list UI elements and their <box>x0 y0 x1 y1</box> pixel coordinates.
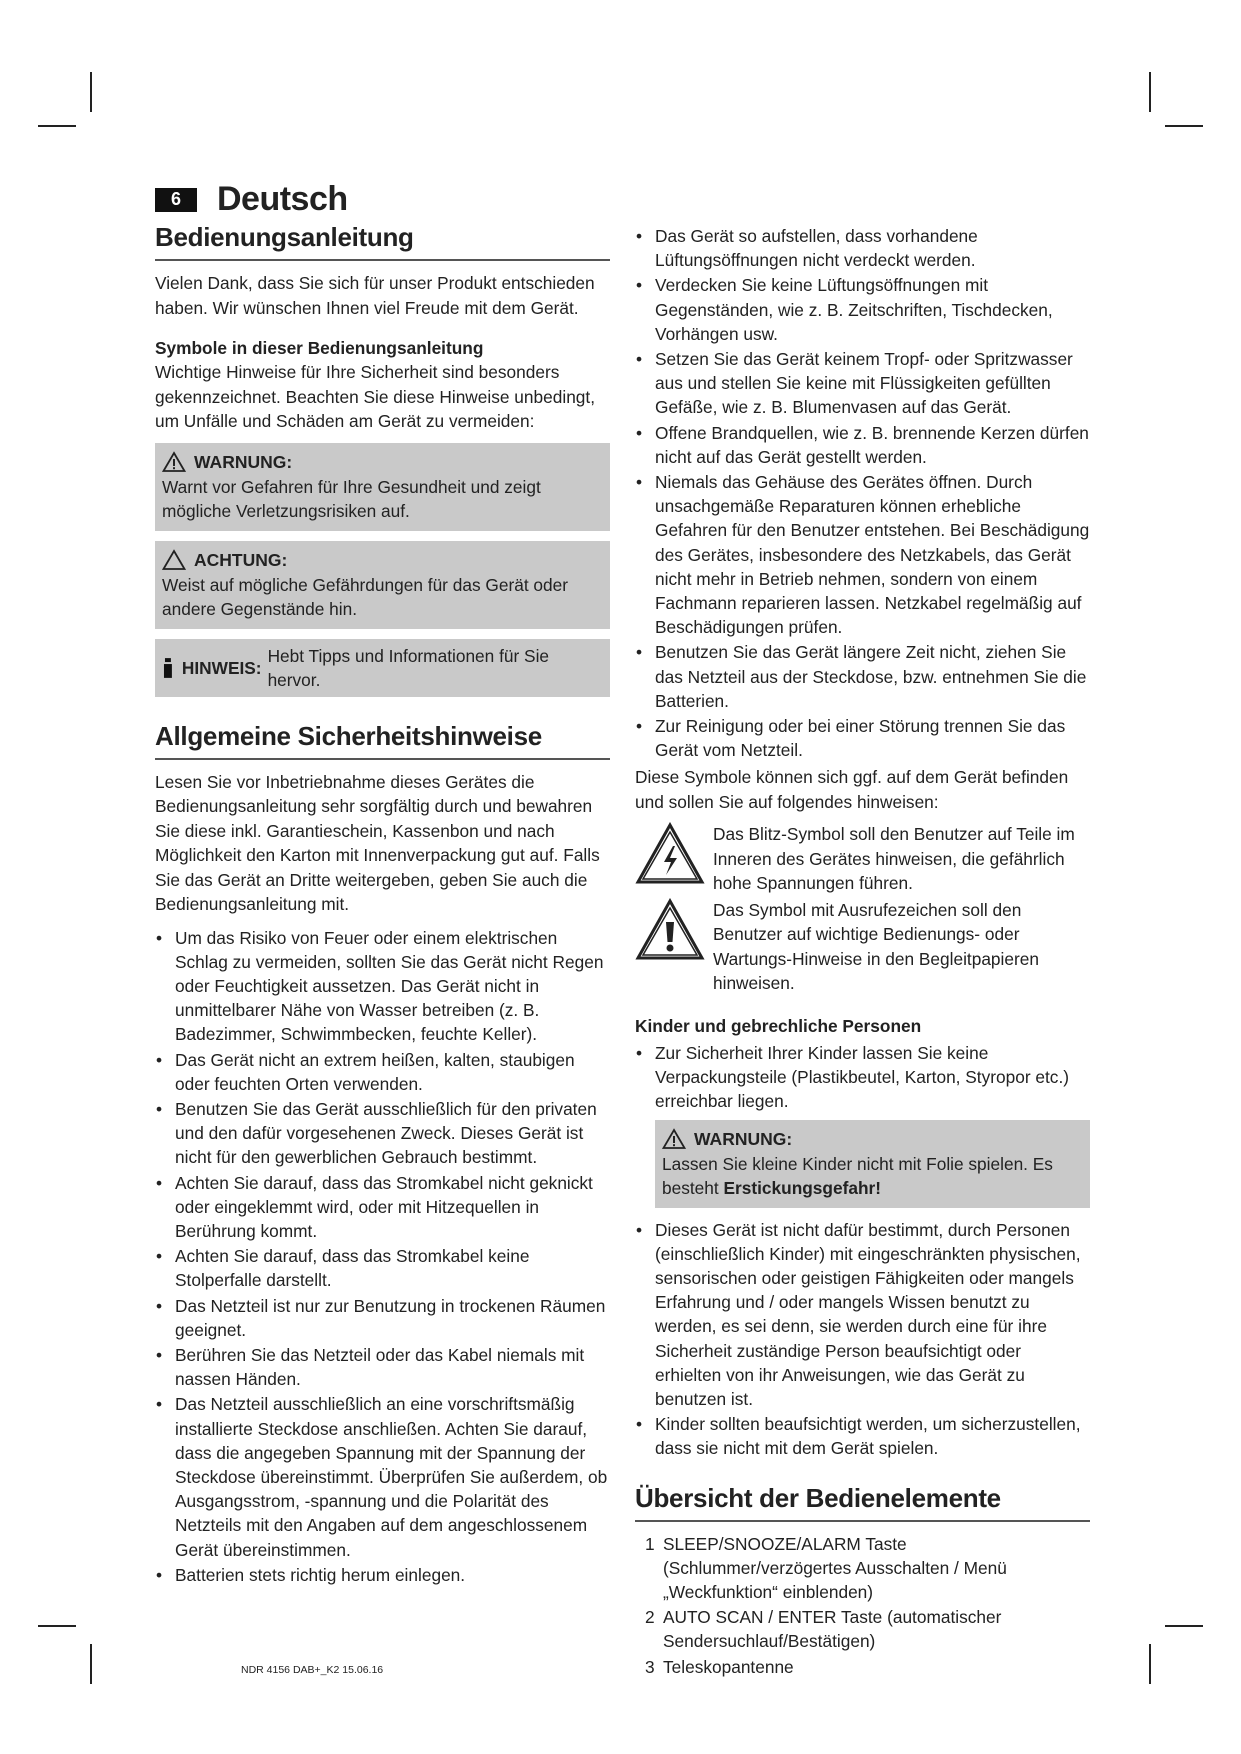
list-item: • Offene Brandquellen, wie z. B. brennende Kerzen dürfen nicht auf das Gerät gestellt werden. <box>636 422 1089 467</box>
crop-mark <box>38 1625 76 1627</box>
list-item: • Das Gerät nicht an extrem heißen, kalten, staubigen oder feuchten Orten verwenden. <box>156 1049 575 1094</box>
children-list <box>635 1041 1090 1114</box>
page-header <box>155 180 348 219</box>
symbols-heading: Symbole in dieser Bedienungsanleitung <box>155 338 484 358</box>
list-item: • Zur Reinigung oder bei einer Störung trennen Sie das Gerät vom Netzteil. <box>636 716 1066 761</box>
caution-triangle-icon <box>162 549 186 571</box>
crop-mark <box>38 125 76 127</box>
right-column <box>635 224 1090 1680</box>
list-item: • Dieses Gerät ist nicht dafür bestimmt, durch Personen (einschließlich Kinder) mit eingeschränkten physischen, sensorischen oder geistigen Fähigkeiten oder mangels Erfahrung und / oder mangels Wissen benutzt zu werden, es sei denn, sie werden durch eine für ihre Sicherheit zuständige Person beaufsichtigt oder erhielten von ihr Anweisungen, wie das Gerät zu benutzen ist. <box>636 1219 1081 1409</box>
warning-triangle-icon <box>162 451 186 473</box>
children-warning-box <box>655 1120 1090 1208</box>
children-warning-bold: Erstickungsgefahr! <box>723 1177 881 1198</box>
exclamation-warning-icon <box>635 898 705 962</box>
language-title: Deutsch <box>217 180 348 218</box>
safety-heading: Allgemeine Sicherheitshinweise <box>155 721 610 760</box>
lightning-warning-icon <box>635 822 705 886</box>
safety-list-continued <box>635 224 1090 762</box>
warning-triangle-icon <box>662 1128 686 1150</box>
lightning-symbol-row <box>635 822 1090 896</box>
list-item: • Um das Risiko von Feuer oder einem elektrischen Schlag zu vermeiden, sollten Sie das Gerät nicht Regen oder Feuchtigkeit aussetzen. Das Gerät nicht in unmittelbarer Nähe von Wasser betreiben (z. B. Badezimmer, Schwimmbecken, feuchte Keller). <box>156 927 604 1045</box>
list-item: • Benutzen Sie das Gerät ausschließlich für den privaten und den dafür vorgesehenen Zweck. Dieses Gerät ist nicht für den gewerblichen Gebrauch bestimmt. <box>156 1098 597 1168</box>
list-item: • Berühren Sie das Netzteil oder das Kabel niemals mit nassen Händen. <box>156 1344 585 1390</box>
children-list-continued <box>635 1218 1090 1461</box>
crop-mark <box>1165 1625 1203 1627</box>
caution-text: Weist auf mögliche Gefährdungen für das Gerät oder andere Gegenstände hin. <box>162 574 569 619</box>
list-item: • Das Netzteil ausschließlich an eine vorschriftsmäßig installierte Steckdose anschließen. Achten Sie darauf, dass die angegeben Spannung mit der Spannung der Steckdose übereinstimmt. Überprüfen Sie außerdem, ob Ausgangsstrom, -spannung und die Polarität des Netzteils mit den Angaben auf dem angeschlossenem Gerät übereinstimmen. <box>156 1394 608 1560</box>
list-item: • Zur Sicherheit Ihrer Kinder lassen Sie keine Verpackungsteile (Plastikbeutel, Karton, Styropor etc.) erreichbar liegen. <box>636 1042 1069 1112</box>
page-number: 6 <box>155 188 197 212</box>
children-heading: Kinder und gebrechliche Personen <box>635 1015 922 1036</box>
note-text: Hebt Tipps und Informationen für Sie hervor. <box>267 645 550 690</box>
controls-heading: Übersicht der Bedienelemente <box>635 1483 1090 1522</box>
exclamation-text: Das Symbol mit Ausrufezeichen soll den Benutzer auf wichtige Bedienungs- oder Wartungs-Hinweise in den Begleitpapieren hinweisen. <box>713 899 1039 994</box>
lightning-text: Das Blitz-Symbol soll den Benutzer auf Teile im Inneren des Gerätes hinweisen, die gefährlich hohe Spannungen führen. <box>713 824 1075 894</box>
warning-label: WARNUNG: <box>194 451 293 472</box>
info-icon <box>162 657 174 679</box>
exclamation-symbol-row <box>635 898 1090 996</box>
intro-text: Vielen Dank, dass Sie sich für unser Produkt entschieden haben. Wir wünschen Ihnen viel Freude mit dem Gerät. <box>155 273 595 318</box>
note-label: HINWEIS: <box>181 657 262 678</box>
list-item: • Achten Sie darauf, dass das Stromkabel keine Stolperfalle darstellt. <box>156 1246 530 1291</box>
crop-mark <box>1165 125 1203 127</box>
list-item: • Batterien stets richtig herum einlegen. <box>156 1564 466 1585</box>
children-warning-text: Lassen Sie kleine Kinder nicht mit Folie spielen. Es besteht <box>662 1153 1053 1198</box>
warning-text: Warnt vor Gefahren für Ihre Gesundheit und zeigt mögliche Verletzungsrisiken auf. <box>162 476 541 521</box>
list-item: • Setzen Sie das Gerät keinem Tropf- oder Spritzwasser aus und stellen Sie keine mit Flüssigkeiten gefüllten Gefäße, wie z. B. Blumenvasen auf das Gerät. <box>636 349 1073 418</box>
left-column <box>155 222 610 1588</box>
crop-mark <box>1149 1644 1151 1684</box>
control-item: 3 Teleskopantenne <box>645 1656 794 1677</box>
crop-mark <box>1149 72 1151 112</box>
caution-label: ACHTUNG: <box>194 549 288 570</box>
crop-mark <box>90 1644 92 1684</box>
crop-mark <box>90 72 92 112</box>
symbols-text: Wichtige Hinweise für Ihre Sicherheit sind besonders gekennzeichnet. Beachten Sie diese Hinweise unbedingt, um Unfälle und Schäden am Gerät zu vermeiden: <box>155 362 596 431</box>
list-item: • Kinder sollten beaufsichtigt werden, um sicherzustellen, dass sie nicht mit dem Gerät spielen. <box>636 1414 1081 1459</box>
control-item: 1 SLEEP/SNOOZE/ALARM Taste (Schlummer/verzögertes Ausschalten / Menü „Weckfunktion“ einblenden) <box>645 1533 1007 1603</box>
symbols-intro: Diese Symbole können sich ggf. auf dem Gerät befinden und sollen Sie auf folgendes hinweisen: <box>635 767 1069 812</box>
note-box <box>155 639 610 697</box>
safety-list <box>155 926 610 1587</box>
list-item: • Achten Sie darauf, dass das Stromkabel nicht geknickt oder eingeklemmt wird, oder mit Hitzequellen in Berührung kommt. <box>156 1172 593 1241</box>
caution-box <box>155 541 610 629</box>
list-item: • Das Gerät so aufstellen, dass vorhandene Lüftungsöffnungen nicht verdeckt werden. <box>636 226 978 271</box>
controls-list <box>635 1532 1090 1679</box>
safety-intro: Lesen Sie vor Inbetriebnahme dieses Gerätes die Bedienungsanleitung sehr sorgfältig durch und bewahren Sie diese inkl. Garantieschein, Kassenbon und nach Möglichkeit den Karton mit Innenverpackung gut auf. Falls Sie das Gerät an Dritte weitergeben, geben Sie auch die Bedienungsanleitung mit. <box>155 771 600 914</box>
warning-box <box>155 443 610 531</box>
list-item: • Verdecken Sie keine Lüftungsöffnungen mit Gegenständen, wie z. B. Zeitschriften, Tischdecken, Vorhängen usw. <box>636 275 1053 344</box>
list-item: • Das Netzteil ist nur zur Benutzung in trockenen Räumen geeignet. <box>156 1295 606 1340</box>
control-item: 2 AUTO SCAN / ENTER Taste (automatischer Sendersuchlauf/Bestätigen) <box>645 1607 1002 1652</box>
list-item: • Niemals das Gehäuse des Gerätes öffnen. Durch unsachgemäße Reparaturen können erhebliche Gefahren für den Benutzer entstehen. Bei Beschädigung des Gerätes, insbesondere des Netzkabels, das Gerät nicht mehr in Betrieb nehmen, sondern von einem Fachmann reparieren lassen. Netzkabel regelmäßig auf Beschädigungen prüfen. <box>636 472 1090 638</box>
manual-heading: Bedienungsanleitung <box>155 222 610 261</box>
list-item: • Benutzen Sie das Gerät längere Zeit nicht, ziehen Sie das Netzteil aus der Steckdose, bzw. entnehmen Sie die Batterien. <box>636 642 1087 711</box>
footer-code: NDR 4156 DAB+_K2 15.06.16 <box>241 1664 384 1676</box>
children-warning-label: WARNUNG: <box>694 1128 793 1149</box>
